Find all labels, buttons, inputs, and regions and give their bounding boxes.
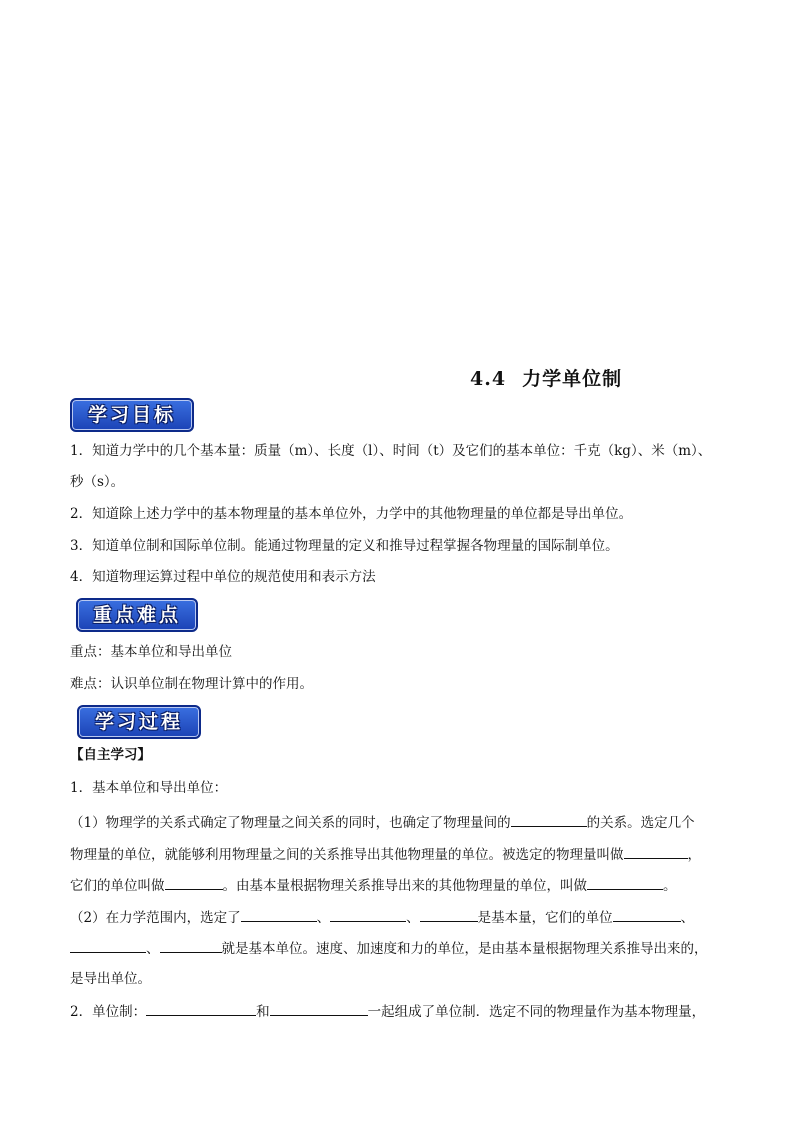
fill-blank[interactable] [624, 844, 688, 859]
para-1-line-1: （1）物理学的关系式确定了物理量之间关系的同时，也确定了物理量间的 的关系。选定几个 [70, 812, 734, 833]
fill-blank[interactable] [587, 875, 663, 890]
key-point: 重点：基本单位和导出单位 [70, 644, 232, 660]
objective-2: 2．知道除上述力学中的基本物理量的基本单位外，力学中的其他物理量的单位都是导出单位。 [70, 506, 633, 522]
para-2-line-2: 、 就是基本单位。速度、加速度和力的单位，是由基本量根据物理关系推导出来的， [70, 938, 734, 959]
self-study-heading: 【自主学习】 [70, 747, 151, 763]
para-1-line-2: 物理量的单位，就能够利用物理量之间的关系推导出其他物理量的单位。被选定的物理量叫做 ， [70, 844, 734, 865]
fill-blank[interactable] [420, 907, 478, 922]
para-2-line-1: （2）在力学范围内，选定了 、 、 是基本量，它们的单位 、 [70, 907, 734, 928]
difficult-point: 难点：认识单位制在物理计算中的作用。 [70, 676, 313, 692]
para-2-line-3: 是导出单位。 [70, 971, 151, 987]
fill-blank[interactable] [613, 907, 681, 922]
fill-blank[interactable] [165, 875, 223, 890]
page-title [470, 364, 622, 391]
fill-blank[interactable] [330, 907, 406, 922]
fill-blank[interactable] [160, 938, 222, 953]
title-number: 4.4 [470, 368, 507, 390]
keypoints-banner: 重点难点 [76, 598, 198, 632]
fill-blank[interactable] [146, 1001, 256, 1016]
title-text: 力学单位制 [522, 368, 623, 390]
fill-blank[interactable] [270, 1001, 368, 1016]
objective-1-cont: 秒（s）。 [70, 474, 125, 490]
objective-4: 4．知道物理运算过程中单位的规范使用和表示方法 [70, 569, 376, 585]
para-1-line-3: 它们的单位叫做 。由基本量根据物理关系推导出来的其他物理量的单位，叫做 。 [70, 875, 734, 896]
item-1-heading: 1．基本单位和导出单位： [70, 780, 228, 796]
process-banner: 学习过程 [77, 705, 201, 739]
objective-3: 3．知道单位制和国际单位制。能通过物理量的定义和推导过程掌握各物理量的国际制单位。 [70, 538, 619, 554]
item-2-line: 2．单位制： 和 一起组成了单位制．选定不同的物理量作为基本物理量， [70, 1001, 734, 1022]
objective-1: 1．知道力学中的几个基本量：质量（m）、长度（l）、时间（t）及它们的基本单位：千克（kg）、米（m）、 [70, 443, 712, 459]
fill-blank[interactable] [70, 938, 146, 953]
fill-blank[interactable] [511, 812, 587, 827]
fill-blank[interactable] [241, 907, 317, 922]
objectives-banner: 学习目标 [70, 398, 194, 432]
